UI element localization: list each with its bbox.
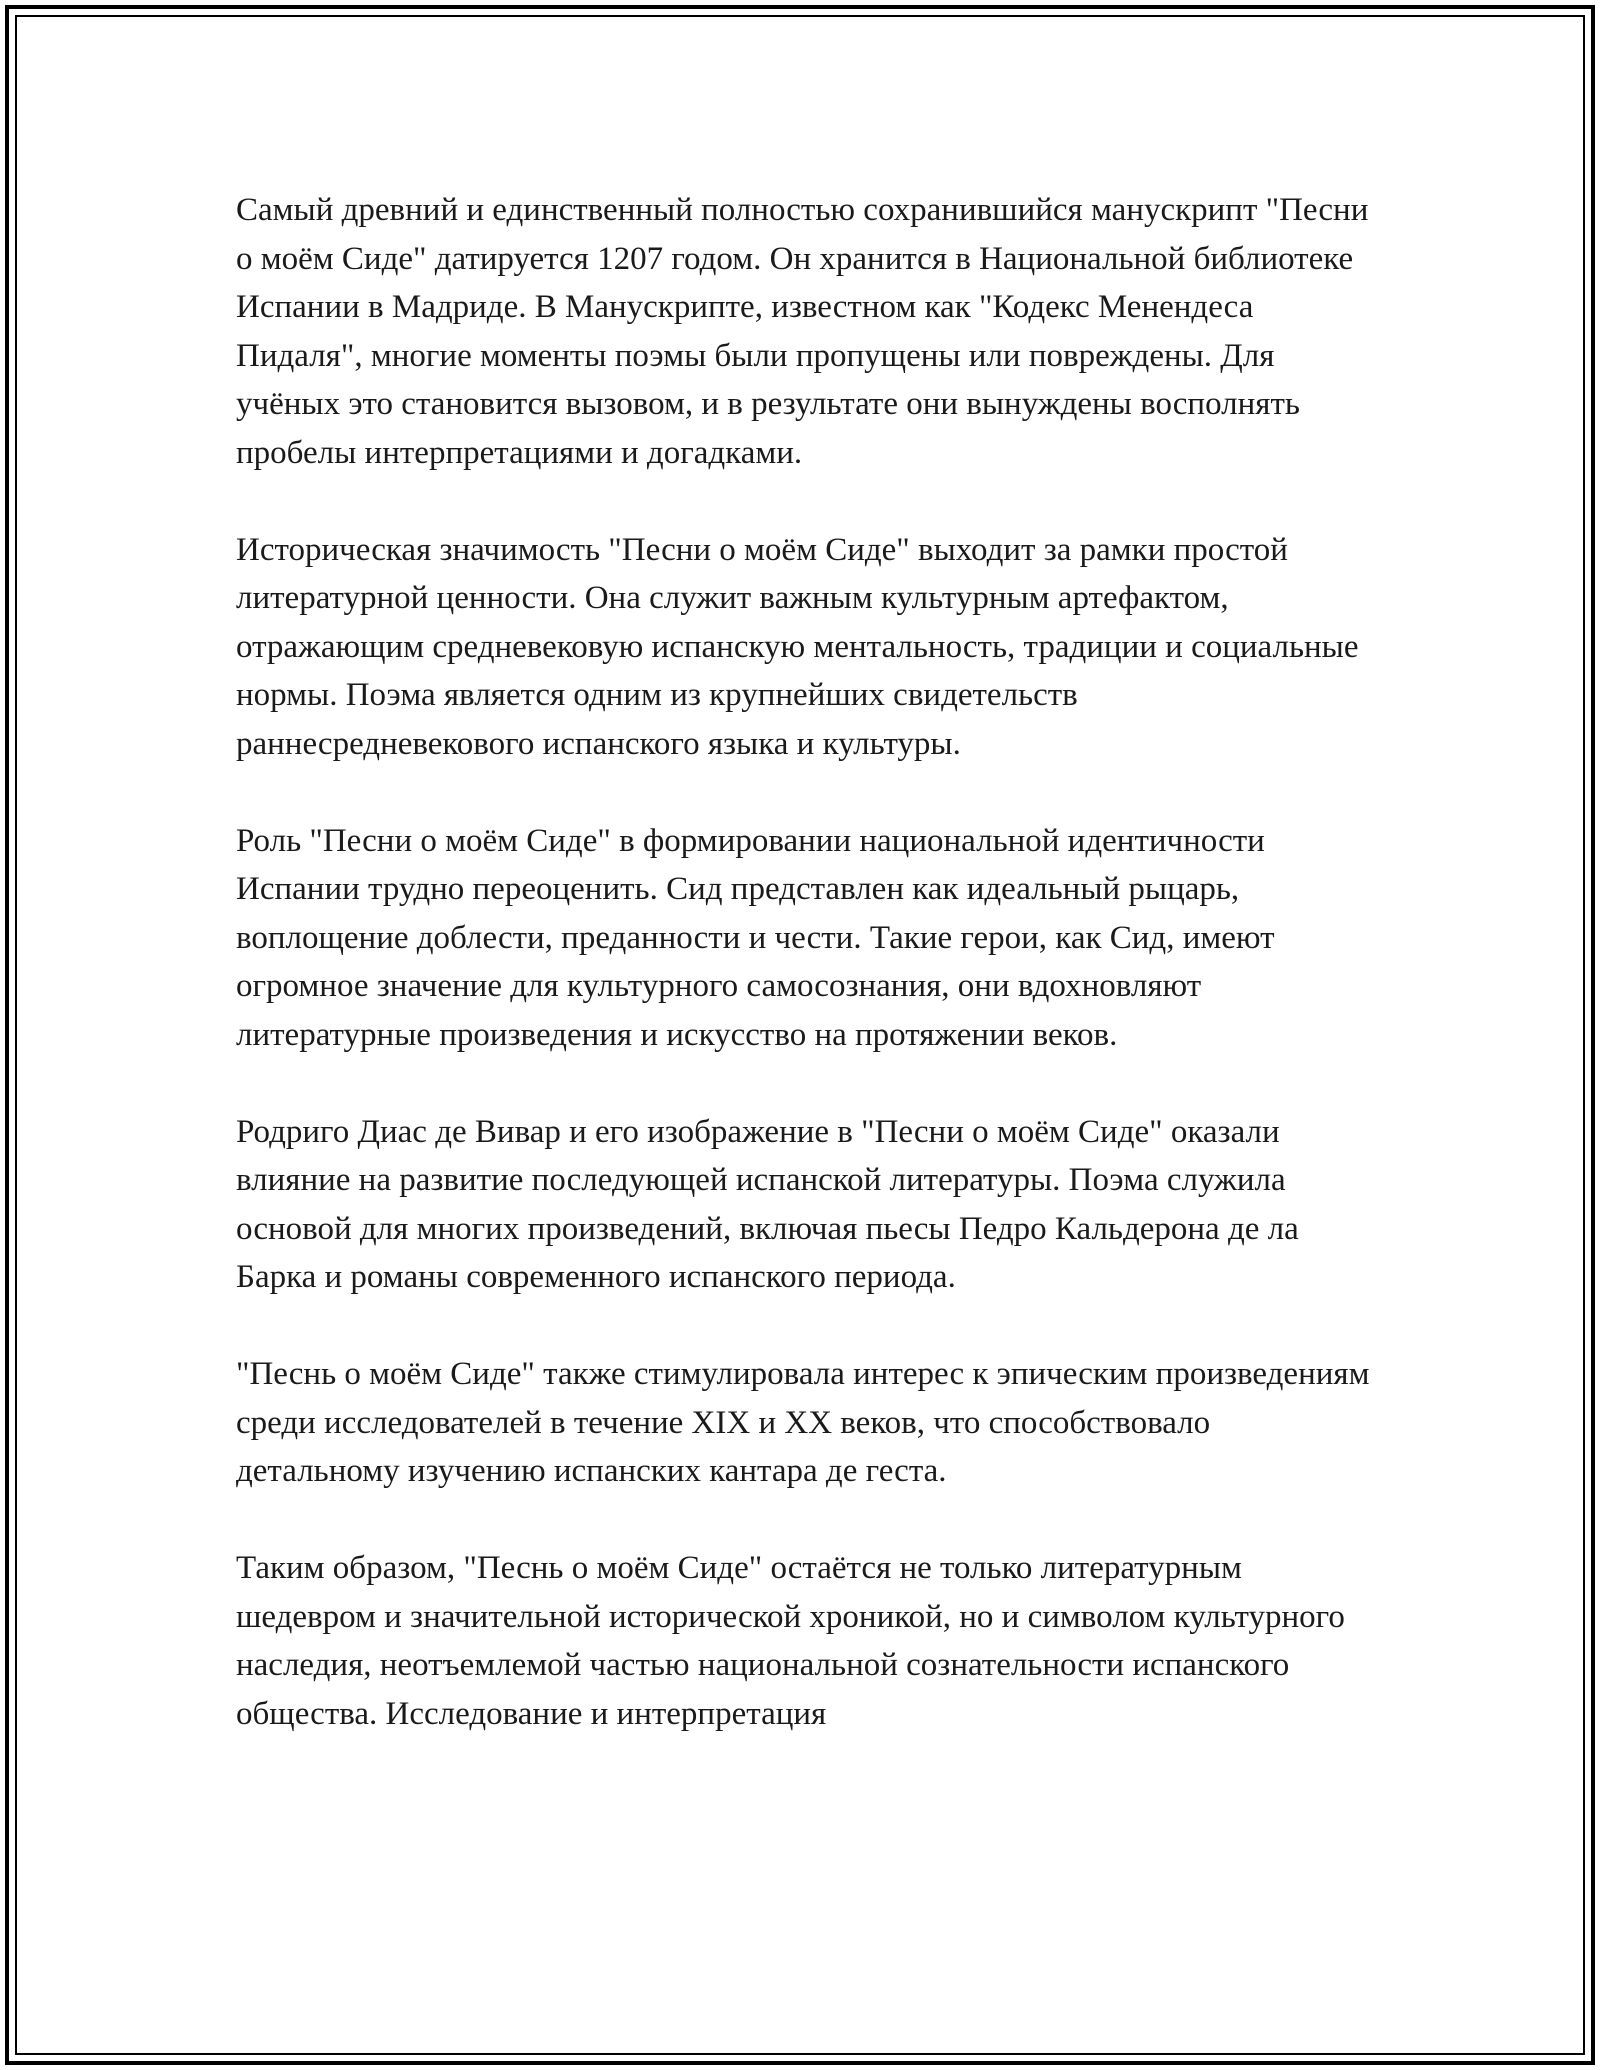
paragraph-manuscript: Самый древний и единственный полностью сохранившийся манускрипт "Песни о моём Сиде" датируется 1207 годом. Он хранится в Национальной библиотеке Испании в Мадриде. В Манускрипте, известном как "Кодекс Менендеса Пидаля", многие моменты поэмы были пропущены или повреждены. Для учёных это становится вызовом, и в результате они вынуждены восполнять пробелы интерпретациями и догадками.	[236, 192, 1369, 471]
paragraph-conclusion: Таким образом, "Песнь о моём Сиде" остаётся не только литературным шедевром и значительной исторической хроникой, но и символом культурного наследия, неотъемлемой частью национальной сознательности испанского общества. Исследование и интерпретация	[236, 1550, 1345, 1732]
paragraph-epic-research: "Песнь о моём Сиде" также стимулировала интерес к эпическим произведениям среди исследователей в течение XIX и XX веков, что способствовало детальному изучению испанских кантара де геста.	[236, 1356, 1370, 1489]
document-body	[236, 186, 1376, 1787]
paragraph-national-identity: Роль "Песни о моём Сиде" в формировании национальной идентичности Испании трудно переоценить. Сид представлен как идеальный рыцарь, воплощение доблести, преданности и чести. Такие герои, как Сид, имеют огромное значение для культурного самосознания, они вдохновляют литературные произведения и искусство на протяжении веков.	[236, 822, 1275, 1053]
paragraph-literary-influence: Родриго Диас де Вивар и его изображение в "Песни о моём Сиде" оказали влияние на развитие последующей испанской литературы. Поэма служила основой для многих произведений, включая пьесы Педро Кальдерона де ла Барка и романы современного испанского периода.	[236, 1113, 1299, 1295]
paragraph-historical-significance: Историческая значимость "Песни о моём Сиде" выходит за рамки простой литературной ценности. Она служит важным культурным артефактом, отражающим средневековую испанскую ментальность, традиции и социальные нормы. Поэма является одним из крупнейших свидетельств раннесредневекового испанского языка и культуры.	[236, 531, 1359, 762]
